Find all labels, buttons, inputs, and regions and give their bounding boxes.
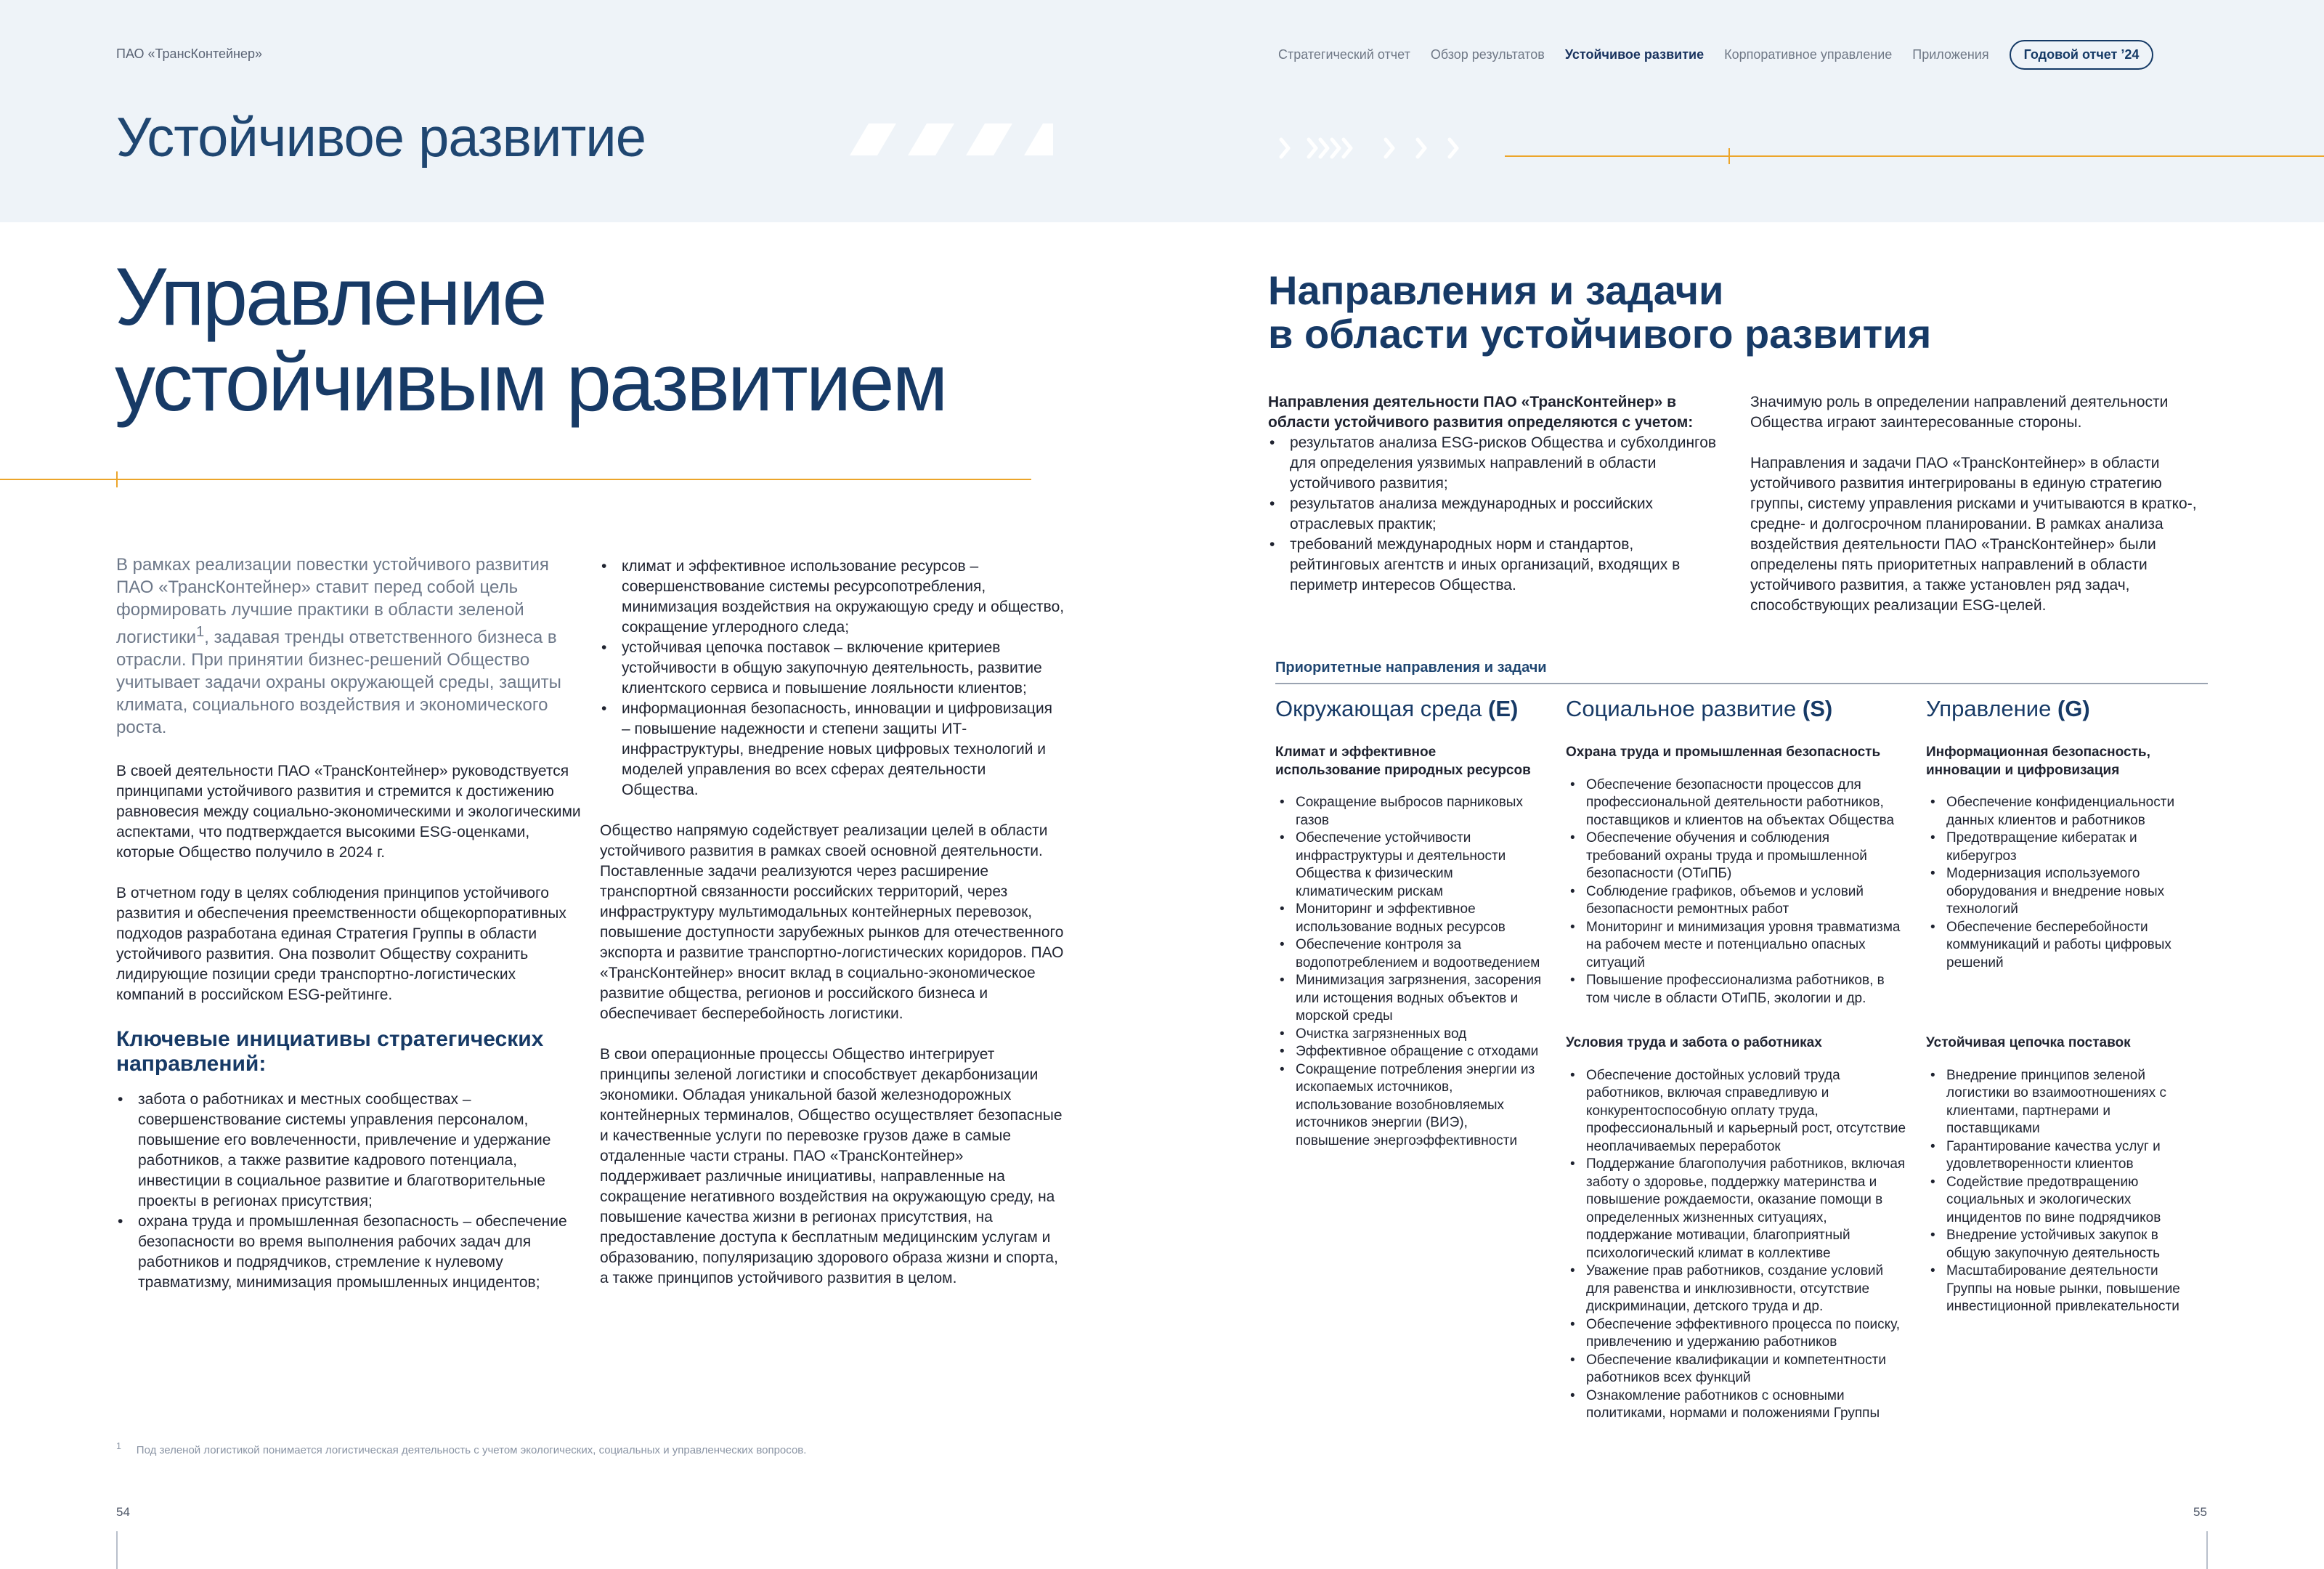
- list-item: • Сокращение потребления энергии из ископаемых источников, использование возобновляемых источников энергии (ВИЭ), повышение энергоэффективности: [1275, 1061, 1544, 1151]
- supply-block: [1926, 1034, 2206, 1316]
- list-item: • Обеспечение конфиденциальности данных клиентов и работников: [1926, 794, 2206, 830]
- list-item: • результатов анализа ESG-рисков Общества и субхолдингов для определения уязвимых направлений в области устойчивого развития;: [1268, 433, 1718, 494]
- annual-report-button[interactable]: Годовой отчет ’24: [2010, 40, 2154, 70]
- header-accent-tick: [1728, 148, 1730, 164]
- list-item: • Обеспечение бесперебойности коммуникаций и работы цифровых решений: [1926, 919, 2206, 973]
- paragraph-green-logistics: В свои операционные процессы Общество интегрирует принципы зеленой логистики и способствует декарбонизации экономики. Обладая уникальной базой железнодорожных контейнерных терминалов, Общество осуществляет безопасные и качественные услуги по перевозке грузов даже в самые отдаленные части страны. ПАО «ТрансКонтейнер» поддерживает различные инициативы, направленные на сокращение негативного воздействия на окружающую среду, на повышение качества жизни в регионах присутствия, на предоставление доступа к бесплатным медицинским услугам и образованию, популяризацию здорового образа жизни и спорта, а также принципов устойчивого развития в целом.: [600, 1046, 1063, 1286]
- list-item: • Предотвращение кибератак и киберугроз: [1926, 830, 2206, 865]
- pillar-environment-heading: Окружающая среда (E): [1275, 696, 1519, 721]
- list-item: • Модернизация используемого оборудования и внедрение новых технологий: [1926, 865, 2206, 919]
- priority-label: Приоритетные направления и задачи: [1275, 660, 1547, 676]
- safety-list: [1566, 777, 1907, 1008]
- directions-title: [1268, 269, 1931, 356]
- list-item: • Обеспечение обучения и соблюдения требований охраны труда и промышленной безопасности (ОТиПБ): [1566, 830, 1907, 883]
- middle-column: [600, 556, 1065, 1309]
- company-name: ПАО «ТрансКонтейнер»: [116, 46, 263, 61]
- list-item: • охрана труда и промышленная безопасность – обеспечение безопасности во время выполнения рабочих задач для работников и подрядчиков, стремление к нулевому травматизму, минимизация промышленных инцидентов;: [116, 1212, 581, 1293]
- list-item: • Масштабирование деятельности Группы на новые рынки, повышение инвестиционной привлекательности: [1926, 1262, 2206, 1316]
- list-item: • Обеспечение эффективного процесса по поиску, привлечению и удержанию работников: [1566, 1316, 1907, 1352]
- directions-side-text: [1750, 392, 2215, 636]
- list-item: • Обеспечение безопасности процессов для профессиональной деятельности работников, поставщиков и клиентов на объектах Общества: [1566, 777, 1907, 830]
- page-number-right: 55: [2193, 1505, 2207, 1519]
- list-item: • Уважение прав работников, создание условий для равенства и инклюзивности, отсутствие дискриминации, детского труда и др.: [1566, 1262, 1907, 1316]
- list-item: • Внедрение принципов зеленой логистики во взаимоотношениях с клиентами, партнерами и поставщиками: [1926, 1067, 2206, 1138]
- chevron-decoration-icon: [1278, 134, 1467, 163]
- list-item: • Обеспечение контроля за водопотреблением и водоотведением: [1275, 936, 1544, 972]
- title-accent-tick: [116, 471, 118, 487]
- header-accent-line: [1505, 155, 2324, 157]
- top-navigation: [1278, 39, 2153, 70]
- supply-title: Устойчивая цепочка поставок: [1926, 1035, 2131, 1050]
- nav-corporate-governance[interactable]: Корпоративное управление: [1724, 46, 1893, 62]
- list-item: • Гарантирование качества услуг и удовлетворенности клиентов: [1926, 1138, 2206, 1174]
- safety-title: Охрана труда и промышленная безопасность: [1566, 745, 1881, 760]
- paragraph-principles: В своей деятельности ПАО «ТрансКонтейнер» руководствуется принципами устойчивого развития и стремится к достижению равновесия между социально-экономическими и экологическими аспектами, что подтверждается высокими ESG-оценками, которые Общество получило в 2024 г.: [116, 763, 581, 861]
- list-item: • Сокращение выбросов парниковых газов: [1275, 794, 1544, 830]
- priority-divider: [1275, 683, 2208, 684]
- list-item: • Очистка загрязненных вод: [1275, 1026, 1544, 1044]
- directions-intro-lead: Направления деятельности ПАО «ТрансКонтейнер» в области устойчивого развития определяются с учетом:: [1268, 394, 1694, 431]
- title-accent-line: [0, 479, 1031, 480]
- labor-title: Условия труда и забота о работниках: [1566, 1035, 1822, 1050]
- nav-strategic-report[interactable]: Стратегический отчет: [1278, 46, 1410, 62]
- list-item: • требований международных норм и стандартов, рейтинговых агентств и иных организаций, входящих в периметр интересов Общества.: [1268, 535, 1718, 596]
- list-item: • Содействие предотвращению социальных и экологических инцидентов по вине подрядчиков: [1926, 1174, 2206, 1228]
- climate-list: [1275, 794, 1544, 1150]
- pillar-governance-heading: Управление (G): [1926, 696, 2090, 721]
- list-item: • Соблюдение графиков, объемов и условий безопасности ремонтных работ: [1566, 883, 1907, 919]
- initiatives-heading: Ключевые инициативы стратегических направлений:: [116, 1027, 544, 1076]
- paragraph-integration: Направления и задачи ПАО «ТрансКонтейнер» в области устойчивого развития интегрированы в единую стратегию группы, систему управления рисками и учитываются в кратко-, средне- и долгосрочном планировании. В рамках анализа воздействия деятельности ПАО «ТрансКонтейнер» были определены пять приоритетных направлений в области устойчивого развития, а также установлен ряд задач, способствующих реализации ESG-целей.: [1750, 455, 2197, 614]
- list-item: • забота о работниках и местных сообществах – совершенствование системы управления персоналом, повышение его вовлеченности, привлечение и удержание работников, а также развитие кадрового потенциала, инвестиции в социальное развитие и благотворительные проекты в регионах присутствия;: [116, 1090, 581, 1212]
- page-title-line-2: устойчивым развитием: [115, 337, 946, 428]
- list-item: • Ознакомление работников с основными политиками, нормами и положениями Группы: [1566, 1387, 1907, 1423]
- list-item: • Эффективное обращение с отходами: [1275, 1043, 1544, 1061]
- nav-sustainable-development[interactable]: Устойчивое развитие: [1564, 46, 1705, 62]
- initiatives-list-continued: [600, 556, 1065, 800]
- slash-decoration-icon: [835, 122, 1060, 158]
- section-title: Устойчивое развитие: [116, 107, 646, 169]
- list-item: • Внедрение устойчивых закупок в общую закупочную деятельность: [1926, 1227, 2206, 1262]
- infosec-list: [1926, 794, 2206, 972]
- directions-title-line-1: Направления и задачи: [1268, 267, 1724, 313]
- infosec-title: Информационная безопасность, инновации и цифровизация: [1926, 745, 2150, 778]
- nav-results-overview[interactable]: Обзор результатов: [1430, 46, 1545, 62]
- page-marker-left: [116, 1531, 118, 1569]
- list-item: • климат и эффективное использование ресурсов – совершенствование системы ресурсопотребления, минимизация воздействия на окружающую среду и общество, сокращение углеродного следа;: [600, 556, 1065, 638]
- directions-intro: [1268, 392, 1718, 596]
- list-item: • Обеспечение квалификации и компетентности работников всех функций: [1566, 1352, 1907, 1387]
- footnote-mark: 1: [116, 1441, 121, 1451]
- climate-block: [1275, 744, 1544, 1150]
- directions-title-line-2: в области устойчивого развития: [1268, 311, 1932, 357]
- left-column: [116, 761, 581, 1293]
- list-item: • Мониторинг и эффективное использование водных ресурсов: [1275, 901, 1544, 936]
- list-item: • Обеспечение устойчивости инфраструктуры и деятельности Общества к физическим климатическим рискам: [1275, 830, 1544, 901]
- infosec-block: [1926, 744, 2206, 972]
- page-marker-right: [2206, 1531, 2208, 1569]
- paragraph-stakeholders: Значимую роль в определении направлений деятельности Общества играют заинтересованные стороны.: [1750, 394, 2169, 431]
- paragraph-strategy: В отчетном году в целях соблюдения принципов устойчивого развития и обеспечения преемственности общекорпоративных подходов разработана единая Стратегия Группы в области устойчивого развития. Она позволит Обществу сохранить лидирующие позиции среди транспортно-логистических компаний в российском ESG-рейтинге.: [116, 885, 566, 1003]
- nav-appendices[interactable]: Приложения: [1912, 46, 1989, 62]
- directions-factors-list: [1268, 433, 1718, 596]
- list-item: • Поддержание благополучия работников, включая заботу о здоровье, поддержку материнства и повышение рождаемости, оказание помощи в определенных жизненных ситуациях, поддержание мотивации, благоприятный психологический климат в коллективе: [1566, 1156, 1907, 1262]
- page-title-line-1: Управление: [115, 251, 545, 342]
- page-title: [115, 251, 946, 428]
- list-item: • Мониторинг и минимизация уровня травматизма на рабочем месте и потенциально опасных ситуаций: [1566, 919, 1907, 973]
- pillar-social-heading: Социальное развитие (S): [1566, 696, 1833, 721]
- paragraph-contribution: Общество напрямую содействует реализации целей в области устойчивого развития в рамках своей основной деятельности. Поставленные задачи реализуются через расширение транспортной связанности российских территорий, через инфраструктуру мультимодальных контейнерных перевозок, повышение доступности зарубежных рынков для отечественного экспорта и развитие транспортно-логистических коридоров. ПАО «ТрансКонтейнер» вносит вклад в социально-экономическое развитие общества, регионов и российского бизнеса и обеспечивает бесперебойность логистики.: [600, 822, 1064, 1022]
- footnote: $^1$ Под зеленой логистикой понимается логистическая деятельность с учетом экологических, социальных и управленческих вопросов.: [116, 1441, 807, 1456]
- supply-list: [1926, 1067, 2206, 1316]
- footnote-ref: 1: [196, 624, 205, 640]
- safety-block: [1566, 744, 1907, 1008]
- list-item: • информационная безопасность, инновации и цифровизация – повышение надежности и степени защиты ИТ-инфраструктуры, внедрение новых цифровых технологий и моделей управления во всех сферах деятельности Общества.: [600, 699, 1065, 800]
- labor-list: [1566, 1067, 1907, 1423]
- list-item: • результатов анализа международных и российских отраслевых практик;: [1268, 494, 1718, 535]
- page-number-left: 54: [116, 1505, 130, 1519]
- list-item: • устойчивая цепочка поставок – включение критериев устойчивости в общую закупочную деятельность, развитие клиентского сервиса и повышение лояльности клиентов;: [600, 638, 1065, 699]
- list-item: • Минимизация загрязнения, засорения или истощения водных объектов и морской среды: [1275, 972, 1544, 1026]
- intro-paragraph: В рамках реализации повестки устойчивого развития ПАО «ТрансКонтейнер» ставит перед собой цель формировать лучшие практики в области зеленой логистики$^1$, задавая тренды ответственного бизнеса в отрасли. При принятии бизнес-решений Общество учитывает задачи охраны окружающей среды, защиты климата, социального воздействия и экономического роста.: [116, 555, 561, 737]
- list-item: • Обеспечение достойных условий труда работников, включая справедливую и конкурентоспособную оплату труда, профессиональный и карьерный рост, отсутствие неоплачиваемых переработок: [1566, 1067, 1907, 1156]
- list-item: • Повышение профессионализма работников, в том числе в области ОТиПБ, экологии и др.: [1566, 972, 1907, 1008]
- initiatives-list: [116, 1090, 581, 1293]
- climate-title: Климат и эффективное использование природных ресурсов: [1275, 745, 1531, 778]
- labor-block: [1566, 1034, 1907, 1423]
